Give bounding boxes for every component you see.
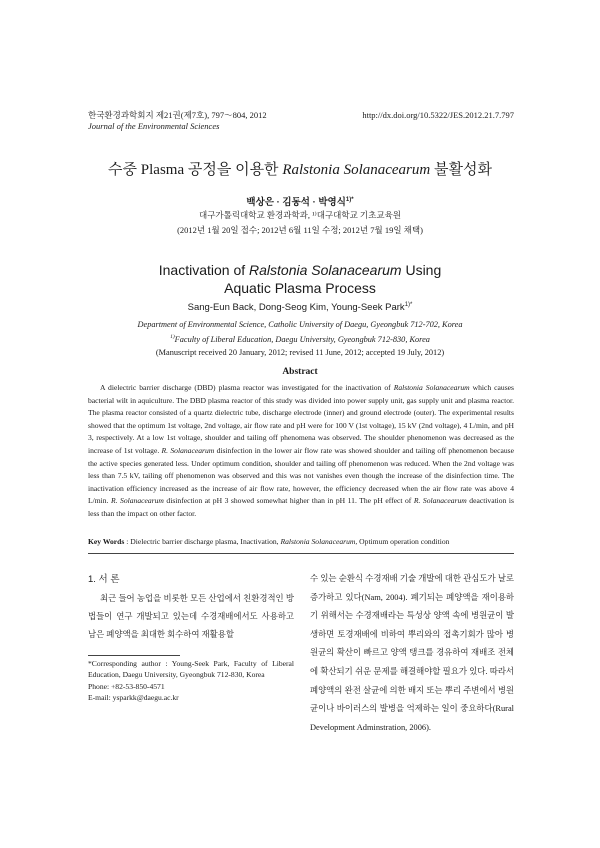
journal-name-en: Journal of the Environmental Sciences [88,121,220,131]
corresponding-author-footnote [88,658,294,704]
abstract-species: R. Solanacearum [413,496,467,506]
title-english [0,261,600,297]
intro-column-right: 수 있는 순환식 수경재배 기술 개발에 대한 관심도가 날로 증가하고 있다(Nam, 2004). 폐기되는 폐양액을 재이용하기 위해서는 수경재배라는 특성상 양액 속에 병원균이 발생하면 토경재배에 비하여 뿌리와의 접촉기회가 많아 병원균의 확산이 빠르고 양액 탱크를 경유하여 재배조 전체에 확산되기 쉬운 문제를 해결해야할 필요가 있다. 따라서 폐양액의 완전 살균에 의한 배지 또는 뿌리 주변에서 병원균이나 바이러스의 발병을 억제하는 일이 중요하다(Rural Development Adminstration, 2006). [310,574,514,732]
footnote-phone: Phone: +82-53-850-4571 [88,681,165,691]
title-en-post: Using [401,262,442,278]
title-en-pre: Inactivation of [158,262,250,278]
keywords-list-end: Optimum operation condition [357,537,450,546]
dates-korean: (2012년 1월 20일 접수; 2012년 6월 11일 수정; 2012년 7월 19일 채택) [177,225,423,235]
authors-kr-names: 백상은 · 김동석 · 박영식 [246,197,346,208]
keywords-list: Dielectric barrier discharge plasma, Inactivation, [130,537,281,546]
abstract-species: Ralstonia Solanacearum [393,383,470,392]
abstract-text: deactivation is less than the impact on other factor. [88,496,514,518]
abstract-species: R. Solanacearum [161,445,215,455]
abstract-text: A dielectric barrier discharge (DBD) plasma reactor was investigated for the inactivation of [100,383,394,392]
authors-en-names: Sang-Eun Back, Dong-Seog Kim, Young-Seek Park [187,302,405,314]
keywords-label: Key Words [88,537,125,546]
doi-link[interactable]: http://dx.doi.org/10.5322/JES.2012.21.7.797 [362,110,514,120]
title-en-line1 [0,261,600,279]
faculty-mark: 1) [170,334,175,340]
title-kr-pre: 수중 Plasma 공정을 이용한 [108,162,283,178]
keywords-species: Ralstonia Solanacearum, [280,537,358,546]
abstract-text: disinfection in the lower air flow rate was showed shoulder and tailing off phenomenon because the active species generated less. Under optimum condition, shoulder and tailing off phenomenon was reduced. When the 2nd voltage was less than 7.5 kV, tailing off phenomenon was observed and this was not vanishes even though the increase of the disinfection time. The inactivation efficiency increased as the increase of air flow rate, however, the efficiency decreased when the air flow rate was above 4 L/min. [88,445,514,506]
authors-english [0,302,600,313]
authors-korean [0,194,600,208]
title-kr-post: 불활성화 [430,162,492,178]
title-kr-species: Ralstonia Solanacearum [282,162,431,178]
footnote-author: *Corresponding author : Young-Seek Park, Faculty of Liberal Education, Daegu University, Gyeongbuk 712-830, Korea [88,659,294,680]
abstract-body [88,382,514,521]
faculty-text: Faculty of Liberal Education, Daegu University, Gyeongbuk 712-830, Korea [174,334,430,344]
dates-english: (Manuscript received 20 January, 2012; revised 11 June, 2012; accepted 19 July, 2012) [155,348,445,357]
keywords [88,537,514,546]
title-korean [0,158,600,179]
intro-column-left: 최근 들어 농업을 비롯한 모든 산업에서 친환경적인 방법들이 연구 개발되고 있는데 수경재배에서도 사용하고 남은 폐양액을 최대한 회수하여 재활용할 [88,594,294,640]
authors-kr-mark: 1)* [345,196,354,203]
abstract-text: which causes bacterial wilt in aquiculture. The DBD plasma reactor of this study was divided into power supply unit, gas supply unit and plasma reactor. The plasma reactor consisted of a quartz dielectric tube, discharge electrode (inner) and ground electrode (outer). The experimental results showed that the optimum 1st voltage, 2nd voltage, air flow rate and pH were for 100 V (1st voltage), 15 kV (2nd voltage), 4 L/min, and pH 3, respectively. At a low 1st voltage, shoulder and tailing off phenomena was observed. The shoulder phenomenon was decreased as the increase of 1st voltage. [88,383,514,455]
department-english: Department of Environmental Science, Catholic University of Daegu, Gyeongbuk 712-702, Korea [137,320,463,329]
keywords-separator: : [124,537,131,546]
affiliation-korean: 대구가톨릭대학교 환경과학과, ¹⁾대구대학교 기초교육원 [199,210,401,220]
footnote-email[interactable]: E-mail: ysparkk@daegu.ac.kr [88,693,179,703]
title-en-species: Ralstonia Solanacearum [249,262,402,278]
authors-en-mark: 1)* [404,302,413,308]
footnote-divider [88,655,180,656]
section-heading-introduction: 1. 서 론 [88,574,120,585]
journal-citation-kr: 한국환경과학회지 제21권(제7호), 797～804, 2012 [88,110,267,120]
title-en-line2: Aquatic Plasma Process [224,280,376,296]
abstract-text: disinfection at pH 3 showed somewhat higher than in pH 11. The pH effect of [163,496,414,506]
section-divider [88,553,514,554]
abstract-heading: Abstract [282,367,318,377]
journal-header [88,110,267,132]
abstract-species: R. Solanacearum [110,496,164,506]
faculty-english [0,334,600,344]
